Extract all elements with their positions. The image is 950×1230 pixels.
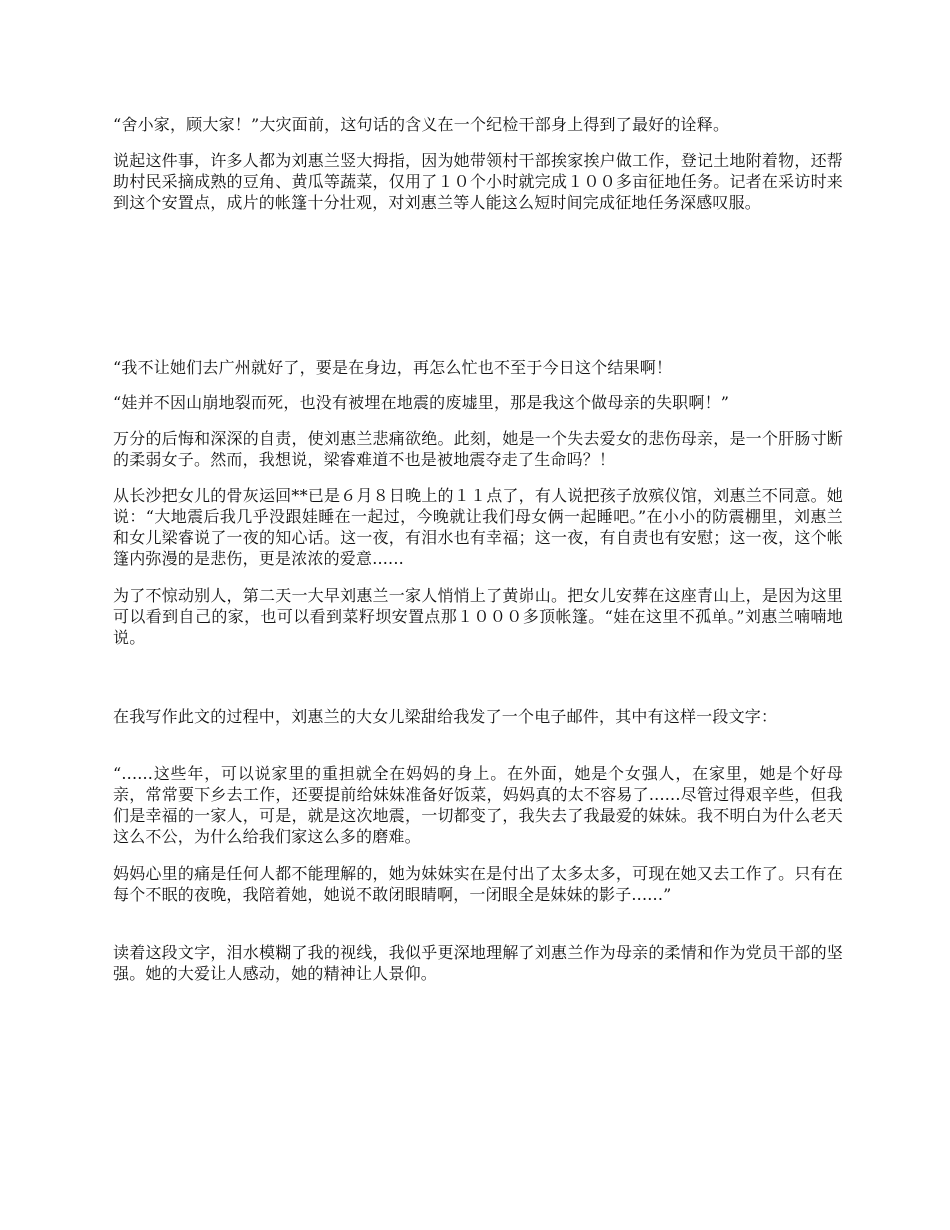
paragraph-4: “娃并不因山崩地裂而死，也没有被埋在地震的废墟里，那是我这个做母亲的失职啊！”: [113, 393, 730, 412]
paragraph-3: “我不让她们去广州就好了，要是在身边，再怎么忙也不至于今日这个结果啊！: [113, 358, 673, 377]
paragraph-1: “舍小家，顾大家！”大灾面前，这句话的含义在一个纪检干部身上得到了最好的诠释。: [113, 115, 730, 134]
paragraph-8: 在我写作此文的过程中，刘惠兰的大女儿梁甜给我发了一个电子邮件，其中有这样一段文字：: [113, 707, 778, 726]
paragraph-9: “......这些年，可以说家里的重担就全在妈妈的身上。在外面，她是个女强人，在家里，她是个好母亲，常常要下乡去工作，还要提前给妹妹准备好饭菜，妈妈真的太不容易了......尽管过得艰辛些，但我们是幸福的一家人，可是，就是这次地震，一切都变了，我失去了我最爱的妹妹。我不明白为什么老天这么不公，为什么给我们家这么多的磨难。: [113, 764, 843, 846]
paragraph-10: 妈妈心里的痛是任何人都不能理解的，她为妹妹实在是付出了太多太多，可现在她又去工作了。只有在每个不眠的夜晚，我陪着她，她说不敢闭眼睛啊，一闭眼全是妹妹的影子......”: [113, 864, 843, 904]
paragraph-6: 从长沙把女儿的骨灰运回**已是６月８日晚上的１１点了，有人说把孩子放殡仪馆，刘惠兰不同意。她说：“大地震后我几乎没跟娃睡在一起过，今晚就让我们母女俩一起睡吧。”在小小的防震棚里，刘惠兰和女儿梁睿说了一夜的知心话。这一夜，有泪水也有幸福；这一夜，有自责也有安慰；这一夜，这个帐篷内弥漫的是悲伤，更是浓浓的爱意......: [113, 486, 843, 568]
paragraph-7: 为了不惊动别人，第二天一大早刘惠兰一家人悄悄上了黄峁山。把女儿安葬在这座青山上，是因为这里可以看到自己的家，也可以看到菜籽坝安置点那１０００多顶帐篷。“娃在这里不孤单。”刘惠兰喃喃地说。: [113, 586, 843, 647]
paragraph-5: 万分的后悔和深深的自责，使刘惠兰悲痛欲绝。此刻，她是一个失去爱女的悲伤母亲，是一个肝肠寸断的柔弱女子。然而，我想说，梁睿难道不也是被地震夺走了生命吗？！: [113, 429, 843, 469]
paragraph-2: 说起这件事，许多人都为刘惠兰竖大拇指，因为她带领村干部挨家挨户做工作，登记土地附着物，还帮助村民采摘成熟的豆角、黄瓜等蔬菜，仅用了１０个小时就完成１００多亩征地任务。记者在采访时来到这个安置点，成片的帐篷十分壮观，对刘惠兰等人能这么短时间完成征地任务深感叹服。: [113, 151, 843, 212]
paragraph-11: 读着这段文字，泪水模糊了我的视线，我似乎更深地理解了刘惠兰作为母亲的柔情和作为党员干部的坚强。她的大爱让人感动，她的精神让人景仰。: [113, 943, 843, 983]
